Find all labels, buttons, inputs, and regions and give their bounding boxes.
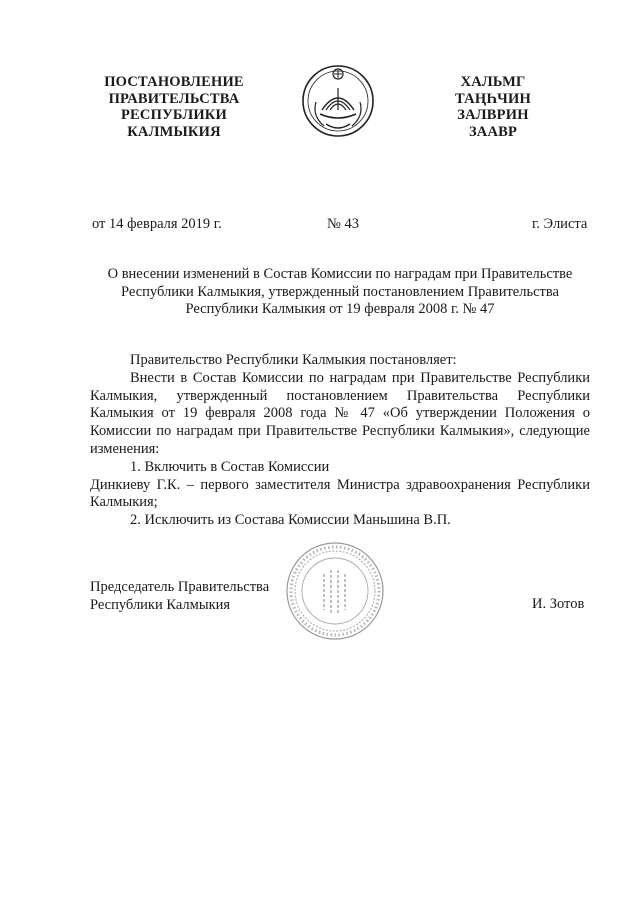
header-left-russian	[84, 74, 264, 140]
signature-name: И. Зотов	[532, 596, 585, 612]
signature-title-line: Председатель Правительства	[90, 579, 270, 595]
header-left-line: РЕСПУБЛИКИ	[120, 107, 228, 123]
document-title	[80, 266, 600, 319]
header-right-line: ЗАЛВРИН	[457, 107, 529, 123]
document-city: г. Элиста	[532, 216, 588, 232]
list-item-exclude: 2. Исключить из Состава Комиссии Маньшина В.П.	[130, 512, 451, 529]
body-intro: Правительство Республики Калмыкия постановляет:	[130, 352, 457, 368]
header-left-line: ПРАВИТЕЛЬСТВА	[108, 90, 240, 107]
header-right-line: ТАҢҺЧИН	[455, 90, 531, 107]
header-right-line: ХАЛЬМГ	[460, 74, 526, 90]
header-right-kalmyk	[438, 74, 548, 140]
coat-of-arms-emblem	[300, 62, 376, 140]
title-line: О внесении изменений в Состав Комиссии по наградам при Правительстве	[107, 266, 573, 282]
header-left-line: ПОСТАНОВЛЕНИЕ	[104, 74, 244, 90]
signature-title	[90, 578, 269, 614]
title-line: Республики Калмыкия, утвержденный постановлением Правительства	[121, 283, 559, 300]
body-paragraph: Внести в Состав Комиссии по наградам при Правительстве Республики Калмыкия, утвержденный постановлением Правительства Республики Калмыкия от 19 февраля 2008 года № 47 «Об утверждении Положения о Комиссии по наградам при Правительстве Республики Калмыкия», следующие изменения:	[90, 369, 590, 457]
title-line: Республики Калмыкия от 19 февраля 2008 г. № 47	[185, 301, 495, 317]
list-item-include: 1. Включить в Состав Комиссии	[130, 458, 330, 475]
header-left-line: КАЛМЫКИЯ	[127, 123, 221, 140]
document-number: № 43	[327, 216, 359, 232]
header-right-line: ЗААВР	[468, 123, 518, 140]
list-item-include-detail: Динкиеву Г.К. – первого заместителя Министра здравоохранения Республики Калмыкия;	[90, 476, 590, 511]
official-stamp-seal	[284, 540, 386, 642]
signature-title-line: Республики Калмыкия	[90, 597, 231, 613]
document-body	[90, 352, 590, 530]
document-date: от 14 февраля 2019 г.	[92, 216, 222, 232]
